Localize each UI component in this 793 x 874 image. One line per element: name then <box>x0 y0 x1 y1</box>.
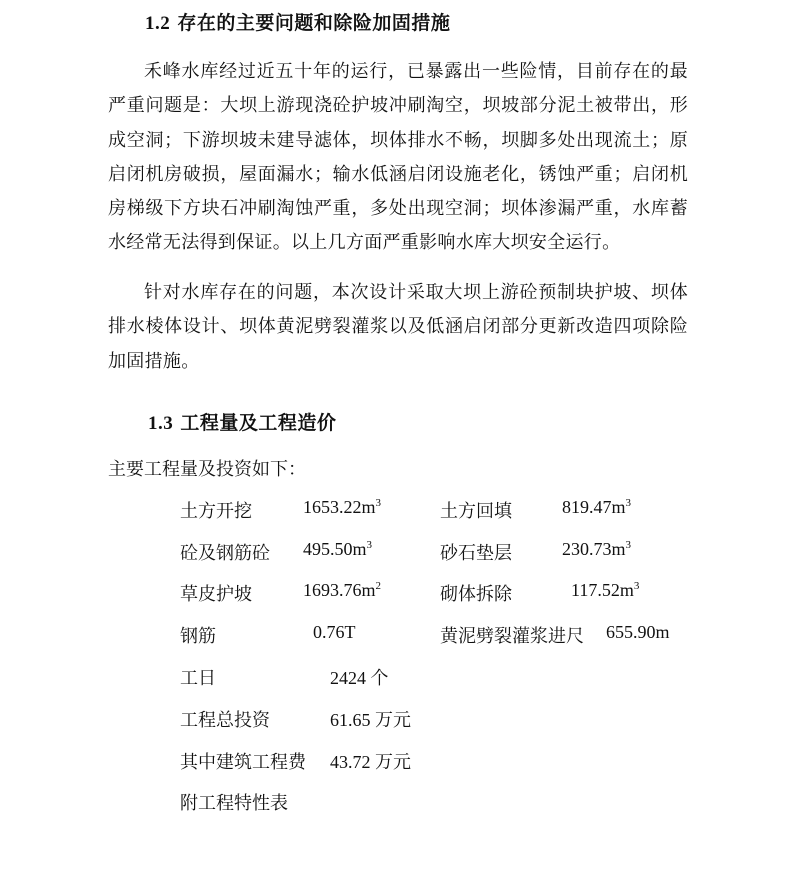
quantity-label: 砼及钢筋砼 <box>180 543 270 564</box>
quantity-value: 61.65 万元 <box>330 710 411 730</box>
problems-paragraph: 禾峰水库经过近五十年的运行，已暴露出一些险情，目前存在的最严重问题是：大坝上游现浇砼护坡冲刷淘空，坝坡部分泥土被带出，形成空洞；下游坝坡未建导滤体，坝体排水不畅，坝脚多处出现流土；原启闭机房破损，屋面漏水；输水低涵启闭设施老化，锈蚀严重；启闭机房梯级下方块石冲刷淘蚀严重，多处出现空洞；坝体渗漏严重，水库蓄水经常无法得到保证。以上几方面严重影响水库大坝安全运行。 <box>108 61 688 254</box>
quantity-label: 钢筋 <box>180 626 216 647</box>
section-number: 1.3 <box>148 413 174 434</box>
quantity-value: $495.50m^3$ <box>303 539 373 559</box>
quantity-value: $230.73m^3$ <box>562 539 632 559</box>
measures-paragraph: 针对水库存在的问题，本次设计采取大坝上游砼预制块护坡、坝体排水棱体设计、坝体黄泥劈裂灌浆以及低涵启闭部分更新改造四项除险加固措施。 <box>108 282 688 372</box>
quantity-value: $819.47m^3$ <box>562 497 632 517</box>
quantity-label: 工日 <box>180 668 216 689</box>
quantity-value: $1653.22m^3$ <box>303 497 382 517</box>
quantity-value: 43.72 万元 <box>330 752 411 772</box>
quantities-intro: 主要工程量及投资如下： <box>108 459 306 480</box>
quantity-value: 2424 个 <box>330 668 389 688</box>
quantity-label: 草皮护坡 <box>180 584 252 605</box>
quantity-label: 土方开挖 <box>180 501 252 522</box>
attachment-note: 附工程特性表 <box>180 793 288 814</box>
quantity-label: 土方回填 <box>440 501 512 522</box>
section-number: 1.2 <box>145 13 171 34</box>
quantity-label: 砂石垫层 <box>440 543 512 564</box>
quantity-value: 655.90m <box>606 622 670 642</box>
quantity-label: 其中建筑工程费 <box>180 752 306 773</box>
section-title: 工程量及工程造价 <box>180 412 337 434</box>
section-title: 存在的主要问题和除险加固措施 <box>177 12 451 34</box>
quantity-value: 0.76T <box>313 622 356 642</box>
quantity-label: 黄泥劈裂灌浆进尺 <box>440 626 584 647</box>
quantity-label: 砌体拆除 <box>440 584 512 605</box>
quantity-label: 工程总投资 <box>180 710 270 731</box>
quantity-value: $117.52m^3$ <box>571 580 640 600</box>
quantity-value: $1693.76m^2$ <box>303 580 382 600</box>
